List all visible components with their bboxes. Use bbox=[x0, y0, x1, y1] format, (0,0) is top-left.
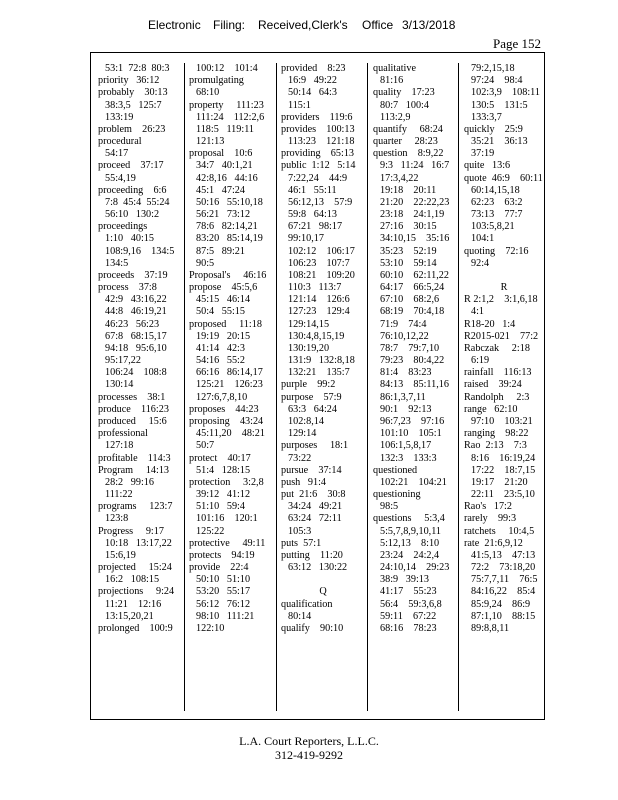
index-continuation: 130:14 bbox=[105, 379, 134, 391]
index-continuation: 129:14 bbox=[288, 428, 317, 440]
index-entry: projected 15:24 bbox=[98, 562, 172, 574]
index-continuation: 24:10,14 29:23 bbox=[380, 562, 450, 574]
index-continuation: 111:24 112:2,6 bbox=[196, 111, 265, 123]
index-continuation: 23:18 24:1,19 bbox=[380, 209, 445, 221]
index-continuation: 11:21 12:16 bbox=[105, 598, 162, 610]
index-continuation: 113:23 121:18 bbox=[288, 136, 355, 148]
index-column-5 bbox=[464, 63, 544, 711]
index-continuation: 21:20 22:22,23 bbox=[380, 196, 450, 208]
column-divider bbox=[458, 63, 459, 711]
index-continuation: 63:24 72:11 bbox=[288, 513, 342, 525]
index-continuation: 76:10,12,22 bbox=[380, 330, 429, 342]
index-continuation: 110:3 113:7 bbox=[288, 282, 342, 294]
filing-word-electronic: Electronic bbox=[148, 18, 201, 32]
index-continuation: 113:2,9 bbox=[380, 111, 411, 123]
index-continuation: 45:15 46:14 bbox=[196, 294, 251, 306]
index-entry: proposed 11:18 bbox=[189, 318, 262, 330]
index-continuation: 34:24 49:21 bbox=[288, 501, 343, 513]
index-entry: quantify 68:24 bbox=[373, 123, 443, 135]
index-continuation: 129:14,15 bbox=[288, 318, 330, 330]
index-continuation: 89:8,8,11 bbox=[471, 622, 510, 634]
index-continuation: 19:19 20:15 bbox=[196, 330, 251, 342]
index-entry: provide 22:4 bbox=[189, 562, 249, 574]
index-continuation: 78:6 82:14,21 bbox=[196, 221, 258, 233]
index-continuation: 123:8 bbox=[105, 513, 129, 525]
index-continuation: 7:8 45:4 55:24 bbox=[105, 196, 170, 208]
index-entry: questioned bbox=[373, 464, 418, 476]
index-continuation: 87:1,10 88:15 bbox=[471, 610, 536, 622]
filing-word-received: Received,Clerk's bbox=[258, 18, 348, 32]
filing-word-office: Office bbox=[362, 18, 394, 32]
index-continuation: 105:3 bbox=[288, 525, 312, 537]
column-divider bbox=[367, 63, 368, 711]
index-continuation: 53:1 72:8 80:3 bbox=[105, 63, 170, 74]
index-continuation: 64:17 66:5,24 bbox=[380, 282, 445, 294]
index-continuation: 96:7,23 97:16 bbox=[380, 415, 445, 427]
index-entry: ranging 98:22 bbox=[464, 428, 529, 440]
index-entry: proceed 37:17 bbox=[98, 160, 164, 172]
index-continuation: 44:8 46:19,21 bbox=[105, 306, 167, 318]
index-continuation: 41:5,13 47:13 bbox=[471, 549, 536, 561]
index-entry: quote 46:9 60:11 bbox=[464, 172, 543, 184]
index-continuation: 60:14,15,18 bbox=[471, 184, 520, 196]
index-entry: problem 26:23 bbox=[98, 123, 166, 135]
index-continuation: 39:12 41:12 bbox=[196, 489, 251, 501]
index-continuation: 86:1,3,7,11 bbox=[380, 391, 426, 403]
index-continuation: 16:2 108:15 bbox=[105, 574, 160, 586]
index-continuation: 80:7 100:4 bbox=[380, 99, 429, 111]
index-continuation: 42:8,16 44:16 bbox=[196, 172, 258, 184]
index-entry: professional bbox=[98, 428, 148, 440]
index-entry: push 91:4 bbox=[281, 476, 326, 488]
index-continuation: 51:10 59:4 bbox=[196, 501, 245, 513]
index-continuation: 56:4 59:3,6,8 bbox=[380, 598, 442, 610]
index-continuation: 4:1 bbox=[471, 306, 485, 318]
blank-line bbox=[464, 270, 544, 282]
index-continuation: 72:2 73:18,20 bbox=[471, 562, 536, 574]
index-entry: proposal 10:6 bbox=[189, 148, 253, 160]
index-continuation: 90:5 bbox=[196, 257, 215, 269]
index-entry: Rao 2:13 7:3 bbox=[464, 440, 527, 452]
filing-date: 3/13/2018 bbox=[402, 18, 456, 32]
index-entry: proceeds 37:19 bbox=[98, 269, 168, 281]
index-entry: pursue 37:14 bbox=[281, 464, 342, 476]
index-entry: propose 45:5,6 bbox=[189, 282, 258, 294]
index-continuation: 102:8,14 bbox=[288, 415, 324, 427]
index-continuation: 102:3,9 108:11 bbox=[471, 87, 540, 99]
index-entry: puts 57:1 bbox=[281, 537, 322, 549]
index-entry: Proposal's 46:16 bbox=[189, 269, 267, 281]
index-continuation: 53:20 55:17 bbox=[196, 586, 251, 598]
index-continuation: 132:3 133:3 bbox=[380, 452, 437, 464]
index-continuation: 38:9 39:13 bbox=[380, 574, 429, 586]
index-continuation: 78:7 79:7,10 bbox=[380, 342, 440, 354]
index-entry: providing 65:13 bbox=[281, 148, 355, 160]
index-continuation: 38:3,5 125:7 bbox=[105, 99, 162, 111]
index-entry: quality 17:23 bbox=[373, 87, 435, 99]
index-entry: public 1:12 5:14 bbox=[281, 160, 356, 172]
index-continuation: 56:12,13 57:9 bbox=[288, 196, 353, 208]
index-continuation: 127:18 bbox=[105, 440, 134, 452]
index-entry: proceeding 6:6 bbox=[98, 184, 167, 196]
index-column-2 bbox=[189, 63, 273, 711]
index-continuation: 45:11,20 48:21 bbox=[196, 428, 265, 440]
index-entry: ratchets 10:4,5 bbox=[464, 525, 535, 537]
index-column-1 bbox=[98, 63, 182, 711]
blank-line bbox=[281, 574, 365, 586]
index-continuation: 106:1,5,8,17 bbox=[380, 440, 432, 452]
index-continuation: 98:5 bbox=[380, 501, 399, 513]
index-entry: raised 39:24 bbox=[464, 379, 522, 391]
index-entry: putting 11:20 bbox=[281, 549, 343, 561]
index-continuation: 97:24 98:4 bbox=[471, 75, 523, 87]
index-continuation: 125:21 126:23 bbox=[196, 379, 263, 391]
index-continuation: 22:11 23:5,10 bbox=[471, 489, 535, 501]
index-continuation: 17:22 18:7,15 bbox=[471, 464, 536, 476]
letter-heading: R bbox=[500, 282, 508, 294]
index-continuation: 71:9 74:4 bbox=[380, 318, 427, 330]
index-entry: R18-20 1:4 bbox=[464, 318, 516, 330]
index-continuation: 130:5 131:5 bbox=[471, 99, 528, 111]
index-continuation: 56:12 76:12 bbox=[196, 598, 251, 610]
index-continuation: 56:10 130:2 bbox=[105, 209, 160, 221]
index-continuation: 19:17 21:20 bbox=[471, 476, 528, 488]
index-continuation: 67:8 68:15,17 bbox=[105, 330, 167, 342]
index-entry: promulgating bbox=[189, 75, 244, 87]
index-continuation: 35:23 52:19 bbox=[380, 245, 437, 257]
index-entry: procedural bbox=[98, 136, 142, 148]
index-continuation: 46:1 55:11 bbox=[288, 184, 337, 196]
index-continuation: 63:3 64:24 bbox=[288, 403, 337, 415]
index-continuation: 50:14 64:3 bbox=[288, 87, 337, 99]
index-entry: produced 15:6 bbox=[98, 415, 167, 427]
index-entry: qualification bbox=[281, 598, 333, 610]
index-continuation: 131:9 132:8,18 bbox=[288, 355, 355, 367]
index-entry: proceedings bbox=[98, 221, 148, 233]
index-entry: provides 100:13 bbox=[281, 123, 355, 135]
index-continuation: 130:19,20 bbox=[288, 342, 330, 354]
index-continuation: 63:12 130:22 bbox=[288, 562, 348, 574]
index-continuation: 122:10 bbox=[196, 622, 225, 634]
index-continuation: 125:22 bbox=[196, 525, 225, 537]
column-divider bbox=[276, 63, 277, 711]
index-continuation: 59:11 67:22 bbox=[380, 610, 437, 622]
index-continuation: 68:10 bbox=[196, 87, 220, 99]
index-continuation: 101:10 105:1 bbox=[380, 428, 442, 440]
index-continuation: 73:13 77:7 bbox=[471, 209, 523, 221]
index-continuation: 15:6,19 bbox=[105, 549, 136, 561]
index-entry: range 62:10 bbox=[464, 403, 518, 415]
index-continuation: 41:14 42:3 bbox=[196, 342, 245, 354]
index-entry: priority 36:12 bbox=[98, 75, 160, 87]
index-entry: Rabczak 2:18 bbox=[464, 342, 530, 354]
index-continuation: 79:2,15,18 bbox=[471, 63, 515, 74]
index-continuation: 50:10 51:10 bbox=[196, 574, 251, 586]
index-entry: purposes 18:1 bbox=[281, 440, 349, 452]
index-continuation: 35:21 36:13 bbox=[471, 136, 528, 148]
column-divider bbox=[184, 63, 185, 711]
index-continuation: 81:16 bbox=[380, 75, 404, 87]
index-continuation: 8:16 16:19,24 bbox=[471, 452, 536, 464]
index-entry: R 2:1,2 3:1,6,18 bbox=[464, 294, 538, 306]
index-continuation: 16:9 49:22 bbox=[288, 75, 337, 87]
index-continuation: 67:21 98:17 bbox=[288, 221, 343, 233]
index-continuation: 134:5 bbox=[105, 257, 129, 269]
index-continuation: 66:16 86:14,17 bbox=[196, 367, 263, 379]
index-continuation: 75:7,7,11 76:5 bbox=[471, 574, 538, 586]
reporter-phone: 312-419-9292 bbox=[275, 748, 343, 762]
index-entry: profitable 114:3 bbox=[98, 452, 171, 464]
index-continuation: 87:5 89:21 bbox=[196, 245, 245, 257]
index-continuation: 50:16 55:10,18 bbox=[196, 196, 263, 208]
index-entry: rainfall 116:13 bbox=[464, 367, 532, 379]
index-entry: qualitative bbox=[373, 63, 416, 74]
index-continuation: 100:12 101:4 bbox=[196, 63, 258, 74]
index-continuation: 7:22,24 44:9 bbox=[288, 172, 348, 184]
index-column-3 bbox=[281, 63, 365, 711]
index-continuation: 34:10,15 35:16 bbox=[380, 233, 450, 245]
index-entry: probably 30:13 bbox=[98, 87, 168, 99]
index-entry: projections 9:24 bbox=[98, 586, 175, 598]
index-entry: quarter 28:23 bbox=[373, 136, 438, 148]
index-entry: proposes 44:23 bbox=[189, 403, 259, 415]
index-continuation: 28:2 99:16 bbox=[105, 476, 154, 488]
index-continuation: 37:19 bbox=[471, 148, 495, 160]
index-entry: purpose 57:9 bbox=[281, 391, 342, 403]
index-continuation: 102:21 104:21 bbox=[380, 476, 447, 488]
index-continuation: 118:5 119:11 bbox=[196, 123, 255, 135]
filing-word-filing: Filing: bbox=[213, 18, 246, 32]
index-entry: protection 3:2,8 bbox=[189, 476, 264, 488]
index-continuation: 53:10 59:14 bbox=[380, 257, 437, 269]
index-continuation: 104:1 bbox=[471, 233, 495, 245]
index-entry: purple 99:2 bbox=[281, 379, 336, 391]
index-continuation: 95:17,22 bbox=[105, 355, 141, 367]
index-entry: processes 38:1 bbox=[98, 391, 166, 403]
index-continuation: 84:13 85:11,16 bbox=[380, 379, 449, 391]
index-continuation: 10:18 13:17,22 bbox=[105, 537, 172, 549]
index-continuation: 111:22 bbox=[105, 489, 133, 501]
index-continuation: 97:10 103:21 bbox=[471, 415, 533, 427]
index-continuation: 115:1 bbox=[288, 99, 311, 111]
index-continuation: 99:10,17 bbox=[288, 233, 324, 245]
index-frame bbox=[90, 52, 545, 720]
index-entry: protect 40:17 bbox=[189, 452, 251, 464]
index-continuation: 121:13 bbox=[196, 136, 225, 148]
index-continuation: 54:16 55:2 bbox=[196, 355, 245, 367]
index-continuation: 27:16 30:15 bbox=[380, 221, 437, 233]
index-continuation: 133:19 bbox=[105, 111, 134, 123]
index-entry: provided 8:23 bbox=[281, 63, 346, 74]
index-entry: process 37:8 bbox=[98, 282, 157, 294]
index-continuation: 106:24 108:8 bbox=[105, 367, 167, 379]
page-number: Page 152 bbox=[493, 36, 542, 51]
index-continuation: 55:4,19 bbox=[105, 172, 136, 184]
index-continuation: 67:10 68:2,6 bbox=[380, 294, 440, 306]
index-entry: prolonged 100:9 bbox=[98, 622, 173, 634]
index-continuation: 9:3 11:24 16:7 bbox=[380, 160, 450, 172]
index-continuation: 54:17 bbox=[105, 148, 129, 160]
index-continuation: 90:1 92:13 bbox=[380, 403, 432, 415]
index-entry: proposing 43:24 bbox=[189, 415, 264, 427]
index-continuation: 23:24 24:2,4 bbox=[380, 549, 440, 561]
index-continuation: 81:4 83:23 bbox=[380, 367, 432, 379]
index-entry: R2015-021 77:2 bbox=[464, 330, 539, 342]
index-entry: programs 123:7 bbox=[98, 501, 173, 513]
index-continuation: 106:23 107:7 bbox=[288, 257, 350, 269]
index-continuation: 79:23 80:4,22 bbox=[380, 355, 445, 367]
index-continuation: 50:7 bbox=[196, 440, 215, 452]
index-continuation: 6:19 bbox=[471, 355, 490, 367]
index-continuation: 98:10 111:21 bbox=[196, 610, 255, 622]
index-continuation: 94:18 95:6,10 bbox=[105, 342, 167, 354]
index-continuation: 102:12 106:17 bbox=[288, 245, 355, 257]
reporter-company: L.A. Court Reporters, L.L.C. bbox=[239, 734, 379, 748]
index-continuation: 84:16,22 85:4 bbox=[471, 586, 536, 598]
index-continuation: 92:4 bbox=[471, 257, 490, 269]
index-entry: protects 94:19 bbox=[189, 549, 255, 561]
index-entry: questioning bbox=[373, 489, 421, 501]
index-continuation: 50:4 55:15 bbox=[196, 306, 245, 318]
index-continuation: 130:4,8,15,19 bbox=[288, 330, 345, 342]
letter-heading: Q bbox=[319, 586, 327, 598]
index-entry: rarely 99:3 bbox=[464, 513, 517, 525]
index-continuation: 121:14 126:6 bbox=[288, 294, 350, 306]
index-entry: produce 116:23 bbox=[98, 403, 169, 415]
index-continuation: 45:1 47:24 bbox=[196, 184, 245, 196]
index-entry: quoting 72:16 bbox=[464, 245, 529, 257]
index-continuation: 108:21 109:20 bbox=[288, 269, 355, 281]
index-continuation: 62:23 63:2 bbox=[471, 196, 523, 208]
index-entry: property 111:23 bbox=[189, 99, 264, 111]
index-continuation: 101:16 120:1 bbox=[196, 513, 258, 525]
index-entry: question 8:9,22 bbox=[373, 148, 444, 160]
index-continuation: 13:15,20,21 bbox=[105, 610, 154, 622]
index-continuation: 85:9,24 86:9 bbox=[471, 598, 531, 610]
index-entry: put 21:6 30:8 bbox=[281, 489, 346, 501]
index-entry: quickly 25:9 bbox=[464, 123, 523, 135]
index-continuation: 60:10 62:11,22 bbox=[380, 269, 449, 281]
index-continuation: 127:6,7,8,10 bbox=[196, 391, 248, 403]
index-entry: Progress 9:17 bbox=[98, 525, 164, 537]
index-continuation: 17:3,4,22 bbox=[380, 172, 419, 184]
index-continuation: 1:10 40:15 bbox=[105, 233, 154, 245]
index-continuation: 59:8 64:13 bbox=[288, 209, 337, 221]
index-continuation: 132:21 135:7 bbox=[288, 367, 350, 379]
index-continuation: 80:14 bbox=[288, 610, 312, 622]
index-entry: Program 14:13 bbox=[98, 464, 170, 476]
index-continuation: 103:5,8,21 bbox=[471, 221, 515, 233]
index-continuation: 42:9 43:16,22 bbox=[105, 294, 167, 306]
index-continuation: 34:7 40:1,21 bbox=[196, 160, 253, 172]
index-continuation: 68:19 70:4,18 bbox=[380, 306, 445, 318]
index-continuation: 51:4 128:15 bbox=[196, 464, 251, 476]
index-entry: rate 21:6,9,12 bbox=[464, 537, 523, 549]
index-entry: protective 49:11 bbox=[189, 537, 266, 549]
index-continuation: 73:22 bbox=[288, 452, 312, 464]
index-continuation: 127:23 129:4 bbox=[288, 306, 350, 318]
index-continuation: 41:17 55:23 bbox=[380, 586, 437, 598]
index-continuation: 5:12,13 8:10 bbox=[380, 537, 440, 549]
index-continuation: 56:21 73:12 bbox=[196, 209, 251, 221]
index-entry: quite 13:6 bbox=[464, 160, 511, 172]
index-entry: Rao's 17:2 bbox=[464, 501, 512, 513]
index-continuation: 46:23 56:23 bbox=[105, 318, 160, 330]
index-continuation: 5:5,7,8,9,10,11 bbox=[380, 525, 442, 537]
index-continuation: 19:18 20:11 bbox=[380, 184, 437, 196]
index-entry: providers 119:6 bbox=[281, 111, 353, 123]
index-entry: qualify 90:10 bbox=[281, 622, 344, 634]
index-continuation: 133:3,7 bbox=[471, 111, 502, 123]
index-continuation: 83:20 85:14,19 bbox=[196, 233, 263, 245]
index-entry: Randolph 2:3 bbox=[464, 391, 530, 403]
index-continuation: 108:9,16 134:5 bbox=[105, 245, 175, 257]
index-continuation: 68:16 78:23 bbox=[380, 622, 437, 634]
index-column-4 bbox=[373, 63, 457, 711]
index-entry: questions 5:3,4 bbox=[373, 513, 445, 525]
